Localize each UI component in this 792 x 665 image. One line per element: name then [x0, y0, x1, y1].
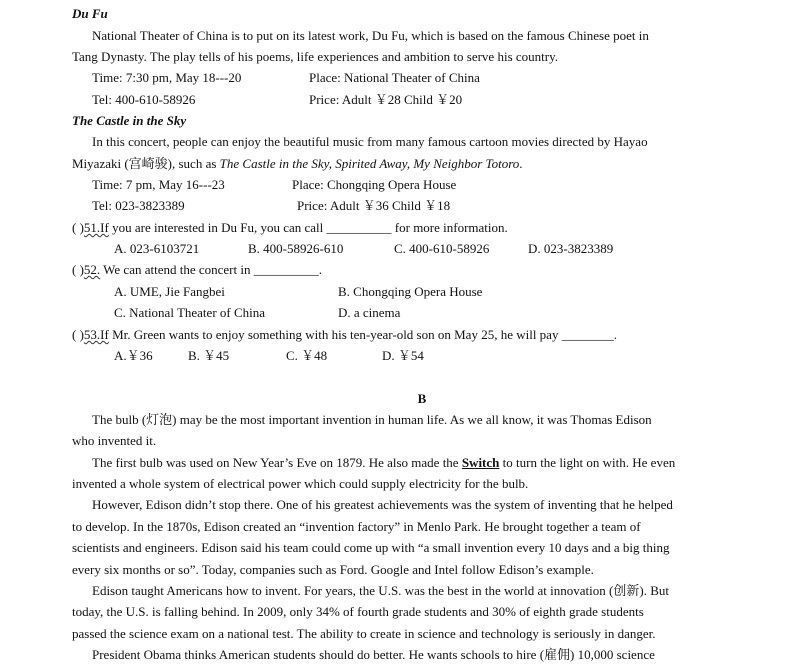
event-time: Time: 7 pm, May 16---23 [92, 177, 225, 192]
event-title-du-fu: Du Fu [72, 6, 108, 21]
event-tel: Tel: 023-3823389 [92, 198, 185, 213]
text-span: . [519, 156, 523, 171]
question-text: you are interested in Du Fu, you can call __________ for more information. [108, 220, 508, 235]
event-price: Price: Adult ￥36 Child ￥18 [297, 198, 451, 213]
option: A. UME, Jie Fangbei [114, 284, 225, 299]
option: D. 023-3823389 [528, 241, 614, 256]
event-price: Price: Adult ￥28 Child ￥20 [309, 92, 463, 107]
option: C. National Theater of China [114, 305, 266, 320]
paragraph-line: In this concert, people can enjoy the beautiful music from many famous cartoon movies directed by Hayao [92, 134, 648, 149]
paragraph-line: scientists and engineers. Edison said his team could come up with “a small invention every 10 days and a big thing [72, 540, 670, 555]
question-51 [72, 217, 508, 238]
event-place: Place: Chongqing Opera House [292, 177, 457, 192]
paragraph-line: today, the U.S. is falling behind. In 2009, only 34% of fourth grade students and 30% of eighth grade students [72, 604, 644, 619]
paragraph-line [92, 452, 675, 473]
paragraph-line: every six months or so”. Today, companies such as Ford. Google and Intel follow Edison’s example. [72, 562, 594, 577]
question-52 [72, 259, 322, 280]
answer-blank: ( ) [72, 327, 84, 342]
question-text: We can attend the concert in __________. [100, 262, 322, 277]
question-number: 51.If [83, 220, 109, 235]
answer-blank: ( ) [72, 262, 84, 277]
text-span: The first bulb was used on New Year’s Eve on 1879. He also made the [92, 455, 462, 470]
text-span: Miyazaki (宫崎骏), such as [72, 156, 220, 171]
movie-titles: The Castle in the Sky, Spirited Away, My Neighbor Totoro [219, 156, 520, 171]
question-53 [72, 324, 617, 345]
section-heading-b: B [417, 391, 427, 406]
question-text: Mr. Green wants to enjoy something with his ten-year-old son on May 25, he will pay ________. [108, 327, 617, 342]
option: C. 400-610-58926 [394, 241, 490, 256]
paragraph-line: who invented it. [72, 433, 157, 448]
option: B. ￥45 [188, 348, 230, 363]
event-place: Place: National Theater of China [309, 70, 480, 85]
option: D. ￥54 [382, 348, 424, 363]
option: A.￥36 [114, 348, 153, 363]
paragraph-line: Edison taught Americans how to invent. For years, the U.S. was the best in the world at innovation (创新). But [92, 583, 669, 598]
text-span: to turn the light on with. He even [499, 455, 676, 470]
event-time: Time: 7:30 pm, May 18---20 [92, 70, 242, 85]
paragraph-line [72, 153, 523, 174]
event-title-castle: The Castle in the Sky [72, 113, 187, 128]
option: A. 023-6103721 [114, 241, 200, 256]
paragraph-line: President Obama thinks American students should do better. He wants schools to hire (雇佣) 10,000 science [92, 647, 655, 662]
option: C. ￥48 [286, 348, 328, 363]
paragraph-line: However, Edison didn’t stop there. One of his greatest achievements was the system of inventing that he helped [92, 497, 673, 512]
paragraph-line: invented a whole system of electrical power which could supply electricity for the bulb. [72, 476, 529, 491]
paragraph-line: The bulb (灯泡) may be the most important invention in human life. As we all know, it was Thomas Edison [92, 412, 652, 427]
paragraph-line: Tang Dynasty. The play tells of his poems, life experiences and ambition to serve his country. [72, 49, 558, 64]
option: B. Chongqing Opera House [338, 284, 483, 299]
event-tel: Tel: 400-610-58926 [92, 92, 196, 107]
keyword-switch: Switch [461, 455, 500, 470]
paragraph-line: passed the science exam on a national test. The ability to create in science and technology is seriously in danger. [72, 626, 656, 641]
option: B. 400-58926-610 [248, 241, 344, 256]
option: D. a cinema [338, 305, 401, 320]
paragraph-line: National Theater of China is to put on its latest work, Du Fu, which is based on the famous Chinese poet in [92, 28, 649, 43]
question-number: 52. [83, 262, 101, 277]
question-number: 53.If [83, 327, 109, 342]
answer-blank: ( ) [72, 220, 84, 235]
paragraph-line: to develop. In the 1870s, Edison created an “invention factory” in Menlo Park. He brought together a team of [72, 519, 641, 534]
